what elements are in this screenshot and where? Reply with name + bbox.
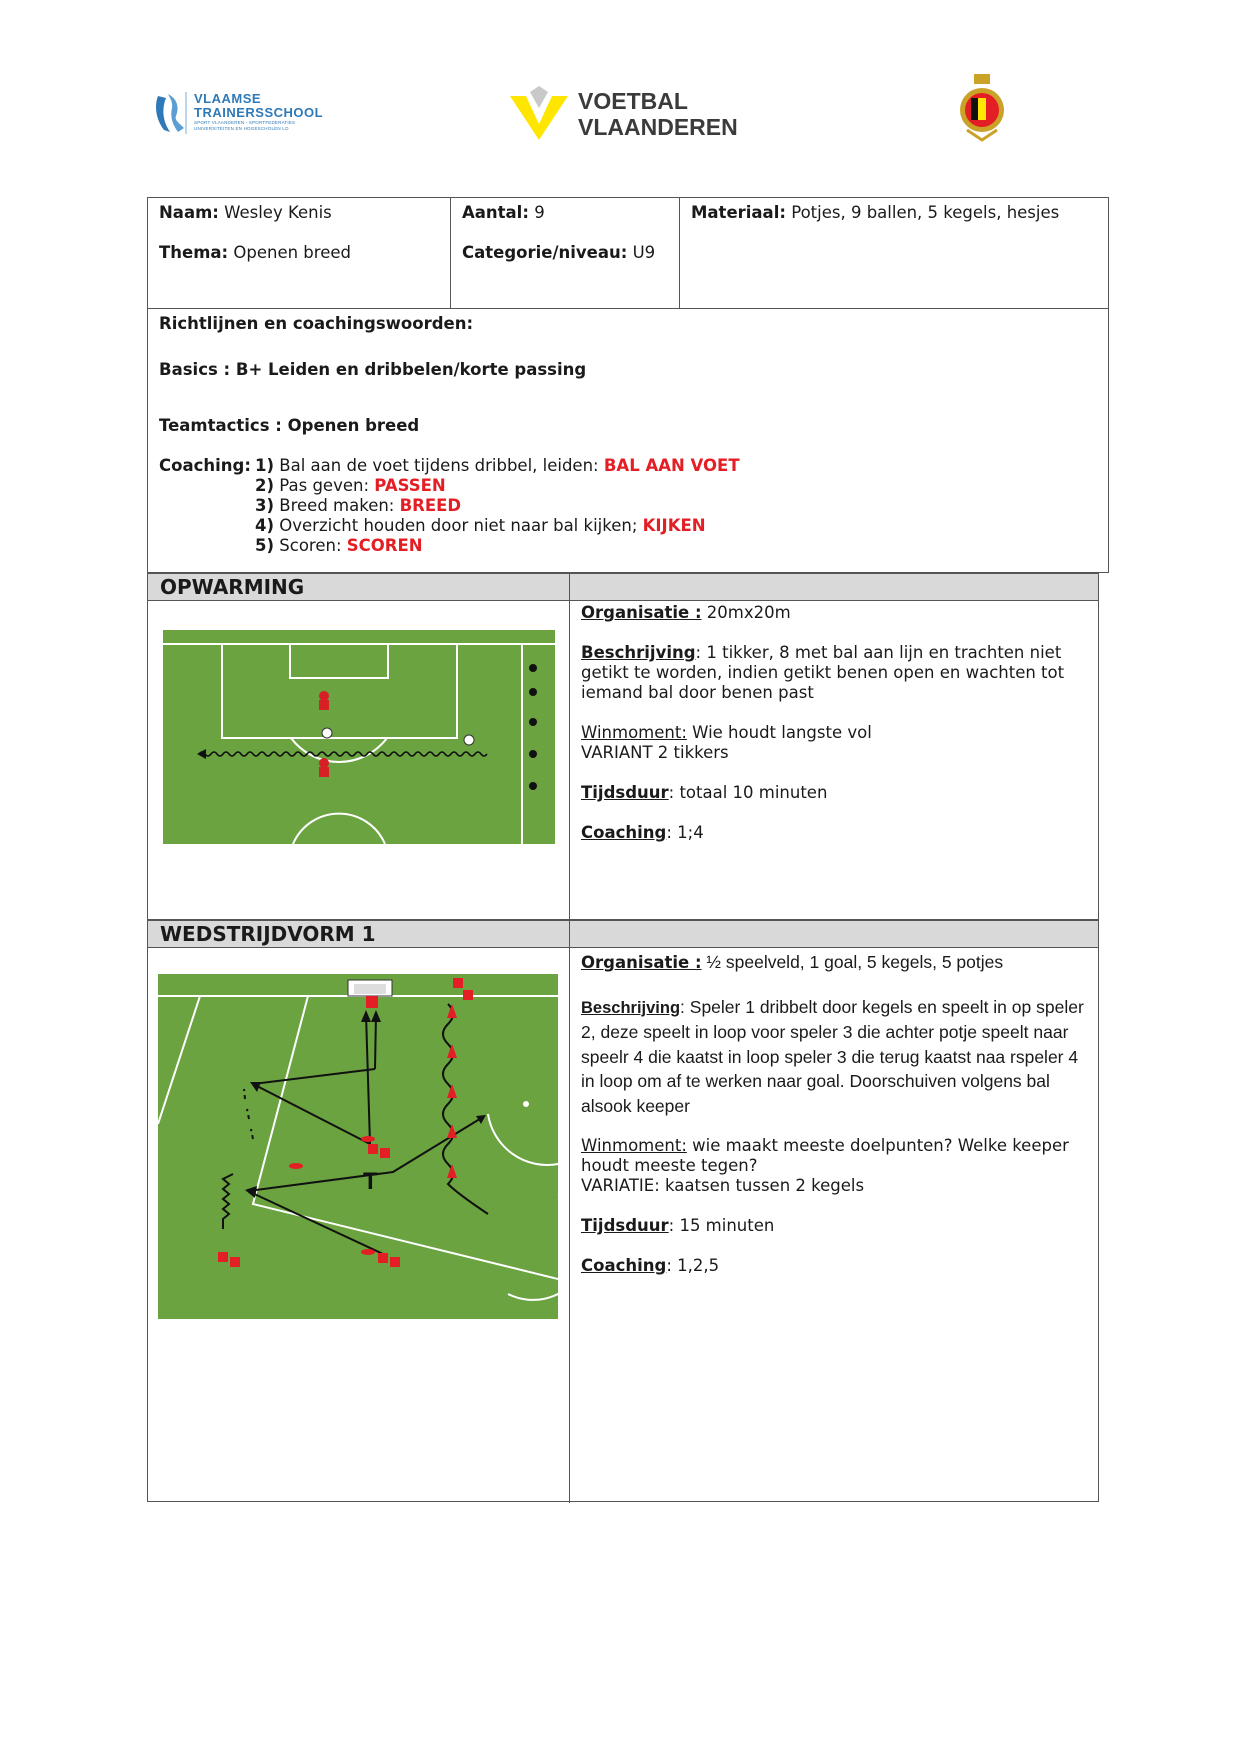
coaching-item: 1) Bal aan de voet tijdens dribbel, leiden: BAL AAN VOET [255, 456, 740, 475]
coaching-block [159, 456, 1097, 556]
crest-icon [957, 74, 1007, 142]
guidelines-title: Richtlijnen en coachingswoorden: [159, 314, 474, 333]
materiaal-value: Potjes, 9 ballen, 5 kegels, hesjes [791, 203, 1060, 222]
coaching-item: 5) Scoren: SCOREN [255, 536, 423, 555]
winmoment-label: Winmoment: [581, 1136, 687, 1155]
beschrijving-label: Beschrijving [581, 643, 696, 662]
coaching-label: Coaching: [159, 456, 251, 475]
beschrijving-value: : 1 tikker, 8 met bal aan lijn en trachten niet getikt te worden, indien getikt benen open en wachten tot iemand bal door benen past [581, 643, 1065, 702]
info-cell-materiaal [680, 198, 1109, 309]
naam-label: Naam: [159, 203, 219, 222]
thema-label: Thema: [159, 243, 229, 262]
tijdsduur-value: : 15 minuten [668, 1216, 775, 1235]
vv-line2: VLAANDEREN [578, 114, 738, 140]
opwarming-diagram-cell [148, 601, 570, 921]
coaching-item: 3) Breed maken: BREED [255, 496, 462, 515]
coaching-item: 2) Pas geven: PASSEN [255, 476, 446, 495]
variatie-value: VARIATIE: kaatsen tussen 2 kegels [581, 1176, 865, 1195]
thema-value: Openen breed [233, 243, 351, 262]
teamtactics-line: Teamtactics : Openen breed [159, 416, 420, 435]
info-cell-aantal [451, 198, 680, 309]
vv-emblem-icon [508, 86, 570, 142]
categorie-value: U9 [632, 243, 656, 262]
opwarming-title: OPWARMING [148, 574, 570, 600]
organisatie-label: Organisatie : [581, 953, 702, 972]
diagram-letter: T [363, 1168, 378, 1195]
naam-value: Wesley Kenis [224, 203, 332, 222]
aantal-label: Aantal: [462, 203, 529, 222]
coaching-label: Coaching [581, 823, 667, 842]
coaching-list [255, 456, 740, 556]
vts-line4: UNIVERSITEITEN EN HOGESCHOLEN LO [194, 126, 289, 131]
coaching-value: : 1;4 [666, 823, 704, 842]
vv-line1: VOETBAL [578, 88, 688, 114]
basics-line: Basics : B+ Leiden en dribbelen/korte passing [159, 360, 587, 379]
organisatie-value: ½ speelveld, 1 goal, 5 kegels, 5 potjes [701, 952, 1004, 972]
vlaamse-trainersschool-logo [150, 88, 324, 138]
coaching-value: : 1,2,5 [666, 1256, 720, 1275]
opwarming-text-cell [570, 601, 1098, 921]
beschrijving-value: : Speler 1 dribbelt door kegels en speelt in op speler 2, deze speelt in loop voor speler 3 die achter potje speelt naar speelr 4 die kaatst in loop speler 3 die terug kaatst naa rspeler 4 in loop om af te werken naar goal. Doorschuiven volgens bal alsook keeper [581, 996, 1084, 1116]
vts-line3: SPORT VLAANDEREN - SPORTFEDERATIES [194, 120, 296, 125]
info-cell-naam [148, 198, 451, 309]
wedstrijdvorm-diagram-cell [148, 948, 570, 1503]
coaching-item: 4) Overzicht houden door niet naar bal kijken; KIJKEN [255, 516, 706, 535]
wedstrijdvorm-pitch-diagram [158, 974, 558, 1319]
beschrijving-label: Beschrijving [581, 998, 681, 1017]
voetbal-vlaanderen-logo [508, 84, 738, 144]
variant-value: VARIANT 2 tikkers [581, 743, 729, 762]
winmoment-value: wie maakt meeste doelpunten? Welke keeper houdt meeste tegen? [581, 1136, 1069, 1175]
tijdsduur-label: Tijdsduur [581, 783, 669, 802]
opwarming-section [147, 573, 1099, 920]
wedstrijdvorm-text-cell [570, 948, 1098, 1503]
lion-emblem-icon [150, 90, 190, 136]
session-info-table [147, 197, 1109, 573]
tijdsduur-label: Tijdsduur [581, 1216, 669, 1235]
wedstrijdvorm-section [147, 920, 1099, 1502]
aantal-value: 9 [534, 203, 545, 222]
vts-line1: VLAAMSE [194, 91, 262, 106]
winmoment-label: Winmoment: [581, 723, 687, 742]
categorie-label: Categorie/niveau: [462, 243, 628, 262]
tijdsduur-value: : totaal 10 minuten [668, 783, 828, 802]
guidelines-cell [148, 309, 1109, 573]
materiaal-label: Materiaal: [691, 203, 786, 222]
winmoment-value: Wie houdt langste vol [686, 723, 872, 742]
opwarming-pitch-diagram [163, 630, 555, 844]
wedstrijdvorm-title: WEDSTRIJDVORM 1 [148, 921, 570, 947]
kbvb-crest-logo [957, 74, 1007, 142]
organisatie-value: 20mx20m [701, 603, 791, 622]
coaching-label: Coaching [581, 1256, 667, 1275]
vts-line2: TRAINERSSCHOOL [194, 105, 324, 120]
organisatie-label: Organisatie : [581, 603, 702, 622]
